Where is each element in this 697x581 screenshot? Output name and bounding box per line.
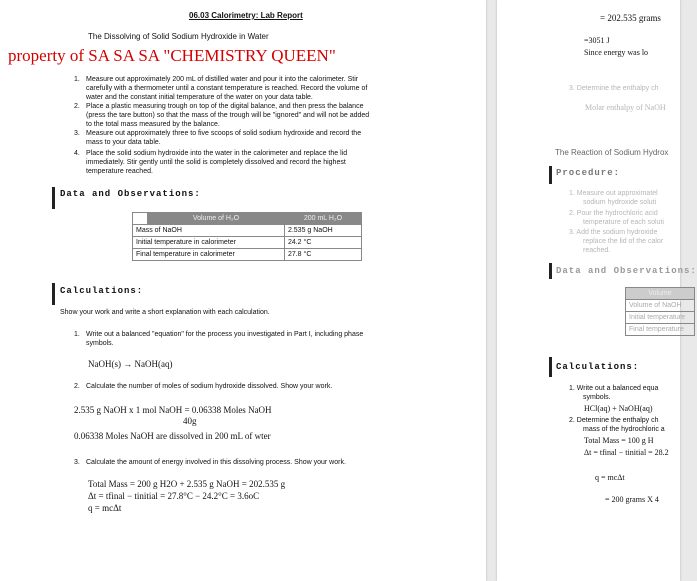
answer-3-q: q = mcΔt <box>88 503 122 513</box>
table-cell: Mass of NaOH <box>133 225 285 237</box>
procedure-step: 2. Place a plastic measuring trough on top of the digital balance, and then press the balance (press the tare button) so that the mass of the trough will be "ignored" and will not be added to the total mass measured by the balance. <box>74 103 370 128</box>
section-marker <box>549 263 552 279</box>
procedure-step: 1. Measure out approximately 200 mL of distilled water and pour it into the calorimeter. Stir carefully with a thermometer until a constant temperature is reached. Record the volume of water and the constant initial temperature of the water on your data table. <box>74 76 368 101</box>
p2-part2-title: The Reaction of Sodium Hydrox <box>555 148 669 157</box>
document-page-2 <box>497 0 697 581</box>
p2-line-energy: Since energy was lo <box>584 48 649 57</box>
table-header-row <box>133 213 362 225</box>
p2-procedure-step: 2. Pour the hydrochloric acid temperature of each soluti <box>569 210 664 226</box>
p2-q: q = mcΔt <box>595 473 625 482</box>
p2-question-3: 3. Determine the enthalpy ch <box>569 85 659 92</box>
question-1: 1. Write out a balanced "equation" for the process you investigated in Part I, including phase symbols. <box>74 331 364 347</box>
table-cell <box>133 213 148 225</box>
question-2: 2. Calculate the number of moles of sodium hydroxide dissolved. Show your work. <box>74 383 333 390</box>
table-header-cell: Volume of H₂O <box>148 213 285 225</box>
p2-data-heading: Data and Observations: <box>556 266 697 276</box>
answer-2-denominator: 40g <box>183 416 197 426</box>
doc-title: 06.03 Calorimetry: Lab Report <box>189 11 303 20</box>
section-marker <box>549 357 552 377</box>
p2-procedure-step: 1. Measure out approximatel sodium hydroxide soluti <box>569 190 658 206</box>
answer-3-delta-t: Δt = tfinal − tinitial = 27.8°C − 24.2°C = 3.6oC <box>88 491 260 501</box>
table-row <box>133 237 362 249</box>
section-marker <box>52 187 55 209</box>
table-header-cell: Volume <box>626 288 695 300</box>
table-row <box>133 225 362 237</box>
p2-total-mass: Total Mass = 100 g H <box>584 436 654 445</box>
p2-calc-heading: Calculations: <box>556 362 640 372</box>
p2-question-2: 2. Determine the enthalpy ch mass of the hydrochloric a <box>569 417 665 433</box>
p2-line-mass: = 202.535 grams <box>600 13 661 23</box>
table-cell: Initial temperature <box>626 312 695 324</box>
p2-delta-t: Δt = tfinal − tinitial = 28.2 <box>584 448 669 457</box>
table-cell: Final temperature in calorimeter <box>133 249 285 261</box>
procedure-step: 3. Measure out approximately three to five scoops of solid sodium hydroxide and record the mass to your data table. <box>74 130 362 146</box>
p2-question-1: 1. Write out a balanced equa symbols. <box>569 385 659 401</box>
table-header-row <box>626 288 695 300</box>
table-cell: Final temperature <box>626 324 695 336</box>
p2-line-joules: =3051 J <box>584 36 610 45</box>
table-cell: 2.535 g NaOH <box>284 225 361 237</box>
p2-observation-table <box>625 287 695 336</box>
answer-2-line-b: 0.06338 Moles NaOH are dissolved in 200 mL of wter <box>74 431 271 441</box>
question-3: 3. Calculate the amount of energy involved in this dissolving process. Show your work. <box>74 459 346 466</box>
doc-subtitle: The Dissolving of Solid Sodium Hydroxide in Water <box>88 32 269 41</box>
table-row <box>626 324 695 336</box>
table-cell: Volume of NaOH <box>626 300 695 312</box>
table-row <box>133 249 362 261</box>
data-heading: Data and Observations: <box>60 189 201 199</box>
calc-intro: Show your work and write a short explanation with each calculation. <box>60 309 270 316</box>
p2-procedure-heading: Procedure: <box>556 168 621 178</box>
p2-last-line: = 200 grams X 4 <box>605 495 659 504</box>
answer-2-line-a: 2.535 g NaOH x 1 mol NaOH = 0.06338 Moles NaOH <box>74 405 272 415</box>
table-row <box>626 300 695 312</box>
calc-heading: Calculations: <box>60 286 144 296</box>
watermark-text: property of SA SA SA "CHEMISTRY QUEEN" <box>8 46 336 65</box>
table-header-cell: 200 mL H₂O <box>284 213 361 225</box>
table-row <box>626 312 695 324</box>
p2-answer-1: HCl(aq) + NaOH(aq) <box>584 404 653 413</box>
procedure-step: 4. Place the solid sodium hydroxide into the water in the calorimeter and replace the lid immediately. Stir gently until the solid is completely dissolved and record the highest temperature reached. <box>74 150 348 175</box>
observation-table <box>132 212 362 261</box>
answer-1-equation: NaOH(s) → NaOH(aq) <box>88 359 173 369</box>
table-cell: 24.2 °C <box>284 237 361 249</box>
answer-3-total-mass: Total Mass = 200 g H2O + 2.535 g NaOH = 202.535 g <box>88 479 286 489</box>
p2-molar-enthalpy: Molar enthalpy of NaOH <box>585 103 666 112</box>
section-marker <box>549 166 552 184</box>
table-cell: 27.8 °C <box>284 249 361 261</box>
p2-procedure-step: 3. Add the sodium hydroxide replace the lid of the calor reached. <box>569 229 664 254</box>
section-marker <box>52 283 55 305</box>
table-cell: Initial temperature in calorimeter <box>133 237 285 249</box>
